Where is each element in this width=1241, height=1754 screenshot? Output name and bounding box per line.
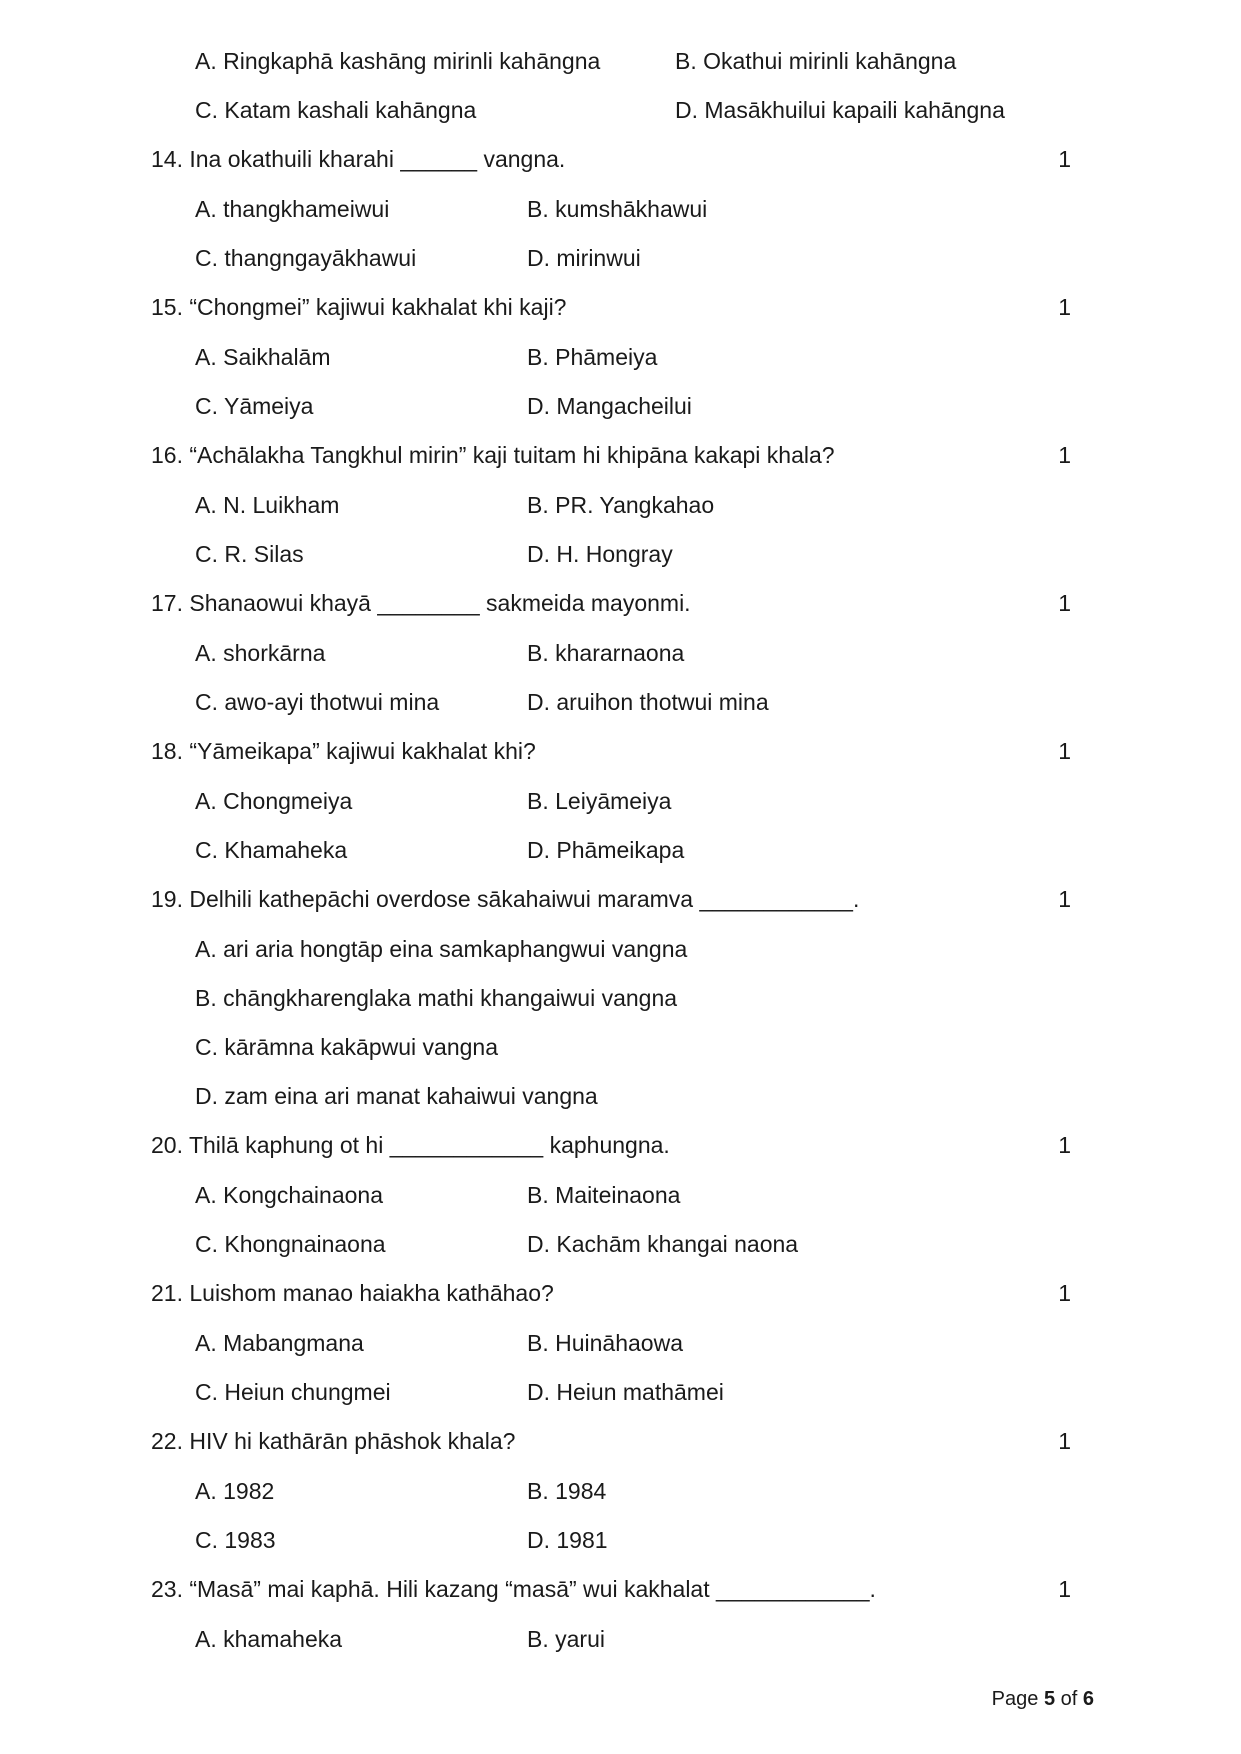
option-b: B. kumshākhawui [527,196,708,222]
prev-option-c: C. Katam kashali kahāngna [195,97,477,123]
option-a: A. thangkhameiwui [195,196,390,222]
option-a: A. Kongchainaona [195,1182,383,1208]
option-a: A. 1982 [195,1478,275,1504]
option-a: A. shorkārna [195,640,326,666]
prev-option-d: D. Masākhuilui kapaili kahāngna [675,97,1005,123]
option-c: C. Khamaheka [195,837,348,863]
option-a: A. N. Luikham [195,492,340,518]
question-marks: 1 [1058,1280,1071,1306]
question-marks: 1 [1058,294,1071,320]
question-text: 22. HIV hi kathārān phāshok khala? [151,1428,516,1454]
question-text: 23. “Masā” mai kaphā. Hili kazang “masā” wui kakhalat ____________. [151,1576,876,1602]
option-c: C. R. Silas [195,541,304,567]
question-17 [151,589,1071,617]
option-d: D. Kachām khangai naona [527,1231,799,1257]
question-marks: 1 [1058,1428,1071,1454]
option-a: A. ari aria hongtāp eina samkaphangwui vangna [195,936,688,962]
option-d: D. Phāmeikapa [527,837,685,863]
question-marks: 1 [1058,590,1071,616]
of-word: of [1060,1688,1078,1710]
prev-option-a: A. Ringkaphā kashāng mirinli kahāngna [195,48,601,74]
option-b: B. Maiteinaona [527,1182,681,1208]
option-c: C. Yāmeiya [195,393,314,419]
option-b: B. chāngkharenglaka mathi khangaiwui vangna [195,985,678,1011]
question-marks: 1 [1058,442,1071,468]
option-b: B. yarui [527,1626,605,1652]
question-18 [151,737,1071,765]
option-d: D. 1981 [527,1527,608,1553]
option-b: B. 1984 [527,1478,607,1504]
question-22 [151,1427,1071,1455]
option-d: D. mirinwui [527,245,641,271]
question-20 [151,1131,1071,1159]
question-text: 15. “Chongmei” kajiwui kakhalat khi kaji? [151,294,567,320]
question-text: 19. Delhili kathepāchi overdose sākahaiwui maramva ____________. [151,886,860,912]
option-c: C. Heiun chungmei [195,1379,391,1405]
question-21 [151,1279,1071,1307]
option-d: D. Mangacheilui [527,393,692,419]
question-marks: 1 [1058,1132,1071,1158]
prev-option-b: B. Okathui mirinli kahāngna [675,48,957,74]
option-b: B. Phāmeiya [527,344,658,370]
option-d: D. H. Hongray [527,541,673,567]
question-marks: 1 [1058,738,1071,764]
option-a: A. Chongmeiya [195,788,353,814]
question-marks: 1 [1058,886,1071,912]
total-pages: 6 [1082,1688,1094,1710]
question-text: 16. “Achālakha Tangkhul mirin” kaji tuitam hi khipāna kakapi khala? [151,442,835,468]
option-c: C. 1983 [195,1527,276,1553]
question-marks: 1 [1058,146,1071,172]
option-a: A. Mabangmana [195,1330,364,1356]
option-a: A. khamaheka [195,1626,343,1652]
option-b: B. khararnaona [527,640,685,666]
current-page: 5 [1043,1688,1056,1710]
option-b: B. Huināhaowa [527,1330,683,1356]
page-number [992,1687,1094,1711]
option-b: B. PR. Yangkahao [527,492,715,518]
question-text: 21. Luishom manao haiakha kathāhao? [151,1280,554,1306]
question-text: 18. “Yāmeikapa” kajiwui kakhalat khi? [151,738,536,764]
question-marks: 1 [1058,1576,1071,1602]
question-text: 20. Thilā kaphung ot hi ____________ kaphungna. [151,1132,670,1158]
option-d: D. Heiun mathāmei [527,1379,724,1405]
option-a: A. Saikhalām [195,344,331,370]
option-c: C. Khongnainaona [195,1231,386,1257]
question-14 [151,145,1071,173]
question-19 [151,885,1071,913]
option-b: B. Leiyāmeiya [527,788,672,814]
question-16 [151,441,1071,469]
option-d: D. zam eina ari manat kahaiwui vangna [195,1083,598,1109]
question-text: 14. Ina okathuili kharahi ______ vangna. [151,146,566,172]
option-d: D. aruihon thotwui mina [527,689,769,715]
question-23 [151,1575,1071,1603]
option-c: C. thangngayākhawui [195,245,417,271]
question-15 [151,293,1071,321]
page-word: Page [991,1688,1039,1710]
option-c: C. awo-ayi thotwui mina [195,689,440,715]
question-text: 17. Shanaowui khayā ________ sakmeida mayonmi. [151,590,691,616]
option-c: C. kārāmna kakāpwui vangna [195,1034,498,1060]
